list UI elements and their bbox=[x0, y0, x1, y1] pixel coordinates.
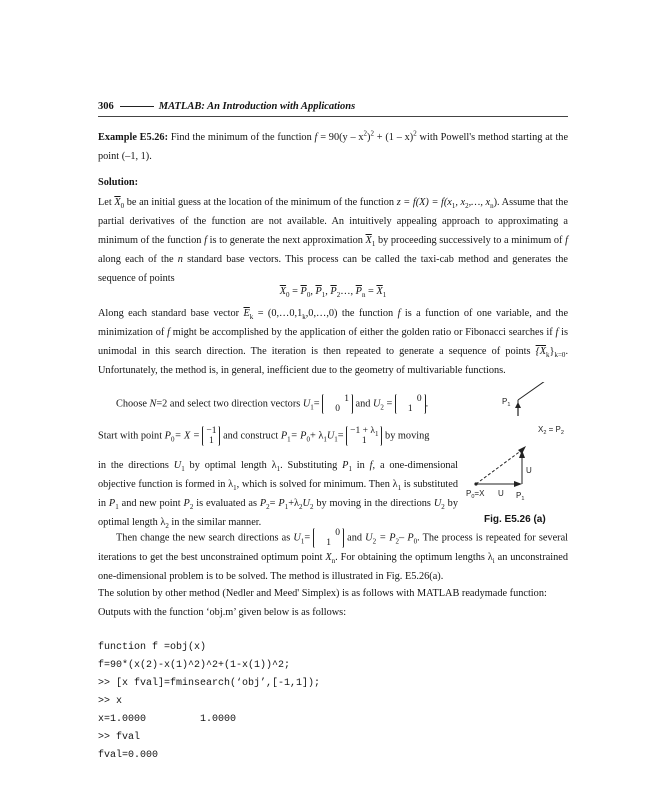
header-rule bbox=[120, 106, 154, 107]
code-line: >> fval bbox=[98, 732, 141, 743]
running-header bbox=[98, 101, 568, 115]
paragraph-taxi-cab: Let $\overline{X}_0$ be an initial guess at the location of the minimum of the function $z = f(X) = f(x_1$, $x_2,\dots$, $x_n$). Assume that the partial derivatives of the function are not available. An intuitively appealing approach to approximating a minimum of the function f is to generate the next approximation $\overline{X}_1$ by proceeding successively to a minimum of f along each of the n standard base vectors. This process can be called the taxi-cab method and generates the sequence of points bbox=[98, 197, 569, 284]
code-line: x=1.0000 1.0000 bbox=[98, 714, 237, 725]
matrix-u1: 1 0 bbox=[322, 394, 353, 414]
paragraph-choose-directions: Choose N=2 and select two direction vectors $U_1= 1$ 0 and $U_2 = 0$ 1 . bbox=[116, 394, 429, 414]
figure-powell-method bbox=[466, 382, 576, 512]
paragraph-base-vectors: Along each standard base vector $\overline{E}_k$ = $(0,\dots 0,1_k,0,\dots,0)$ the function f is a function of one variable, and the minimization of f might be accomplished by the application of either the golden ratio or Fibonacci searches if f is unimodal in this search direction. The iteration is then repeated to generate a sequence of points $\{X_k\}_{k=0}$. Unfortunately, the method is, in general, inefficient due to the geometry of multivariable functions. bbox=[98, 308, 569, 376]
code-block bbox=[98, 621, 568, 783]
code-line: >> x bbox=[98, 696, 123, 707]
horizontal-arrowhead bbox=[514, 481, 522, 487]
matrix-p1: $-1 + \lambda_1$ 1 bbox=[346, 426, 382, 446]
example-statement: Example E5.26: Find the minimum of the function $f = 90(y - x^2)^2 + (1 - x)^2$ with Powell's method starting at the point (–1, 1). bbox=[98, 129, 569, 162]
paragraph-outputs: Outputs with the function ‘obj.m’ given below is as follows: bbox=[98, 607, 347, 618]
code-line: function f =obj(x) bbox=[98, 642, 207, 653]
page-number: 306 bbox=[98, 101, 114, 112]
matrix-p0: −1 1 bbox=[202, 426, 220, 446]
figure-caption: Fig. E5.26 (a) bbox=[484, 514, 546, 525]
label-p1: $P_1$ bbox=[502, 397, 511, 408]
sequence-equation: $\overline{X}_0 = \overline{P}_0$, $\overline{P}_1$, $\overline{P}_2\dots$, $\overline{P}_n = \overline{X}_1$ bbox=[279, 286, 387, 300]
dashed-diagonal bbox=[476, 450, 522, 484]
paragraph-start-point: Start with point $P_0= X = -1$ 1 and construct $P_1= P_0+ \lambda_1U_1= -1 + \lambda_1$ 1 by moving bbox=[98, 426, 430, 446]
label-u-horizontal: U bbox=[498, 489, 504, 498]
paragraph-simplex: The solution by other method (Nedler and Meed' Simplex) is as follows with MATLAB readymade function: bbox=[98, 588, 547, 599]
line-p1-extension bbox=[518, 382, 572, 400]
label-p0: $P_0=X$ bbox=[466, 489, 485, 500]
code-line: >> [x fval]=fminsearch(‘obj’,[-1,1]); bbox=[98, 678, 321, 689]
label-p1-bottom: $P_1$ bbox=[516, 491, 525, 502]
matrix-new-u1: 0 1 bbox=[313, 528, 344, 548]
code-line: f=90*(x(2)-x(1)^2)^2+(1-x(1))^2; bbox=[98, 660, 291, 671]
header-divider bbox=[98, 116, 568, 117]
label-u-vertical: U bbox=[526, 466, 532, 475]
solution-label: Solution: bbox=[98, 177, 139, 188]
code-line: fval=0.000 bbox=[98, 750, 159, 761]
paragraph-new-directions: Then change the new search directions as $U_1= 0$ 1 and $U_2 = P_2-$ $P_0$. The process is repeated for several iterations to get the best unconstrained optimum point $X_n$. For obtaining the optimum lengths $\lambda_i$ an unconstrained one-dimensional problem is to be solved. The method is illustrated in Fig. E5.26(a). bbox=[98, 528, 569, 582]
label-x2: $X_2 = P_2$ bbox=[538, 425, 564, 436]
matrix-u2: 0 1 bbox=[395, 394, 426, 414]
running-title: MATLAB: An Introduction with Applications bbox=[158, 101, 356, 112]
p1-marker bbox=[515, 402, 521, 408]
paragraph-substitution: in the directions $U_1$ by optimal length $\lambda_1$. Substituting $P_1$ in f, a one-dimensional objective function is formed in $\lambda_1$, which is solved for minimum. Then $\lambda_1$ is substituted in $P_1$ and new point $P_2$ is evaluated as $P_2= P_1+\lambda_2U_2$ by moving in the directions $U_2$ by optimal length $\lambda_2$ in the similar manner. bbox=[98, 460, 459, 531]
point-p0 bbox=[474, 482, 477, 485]
